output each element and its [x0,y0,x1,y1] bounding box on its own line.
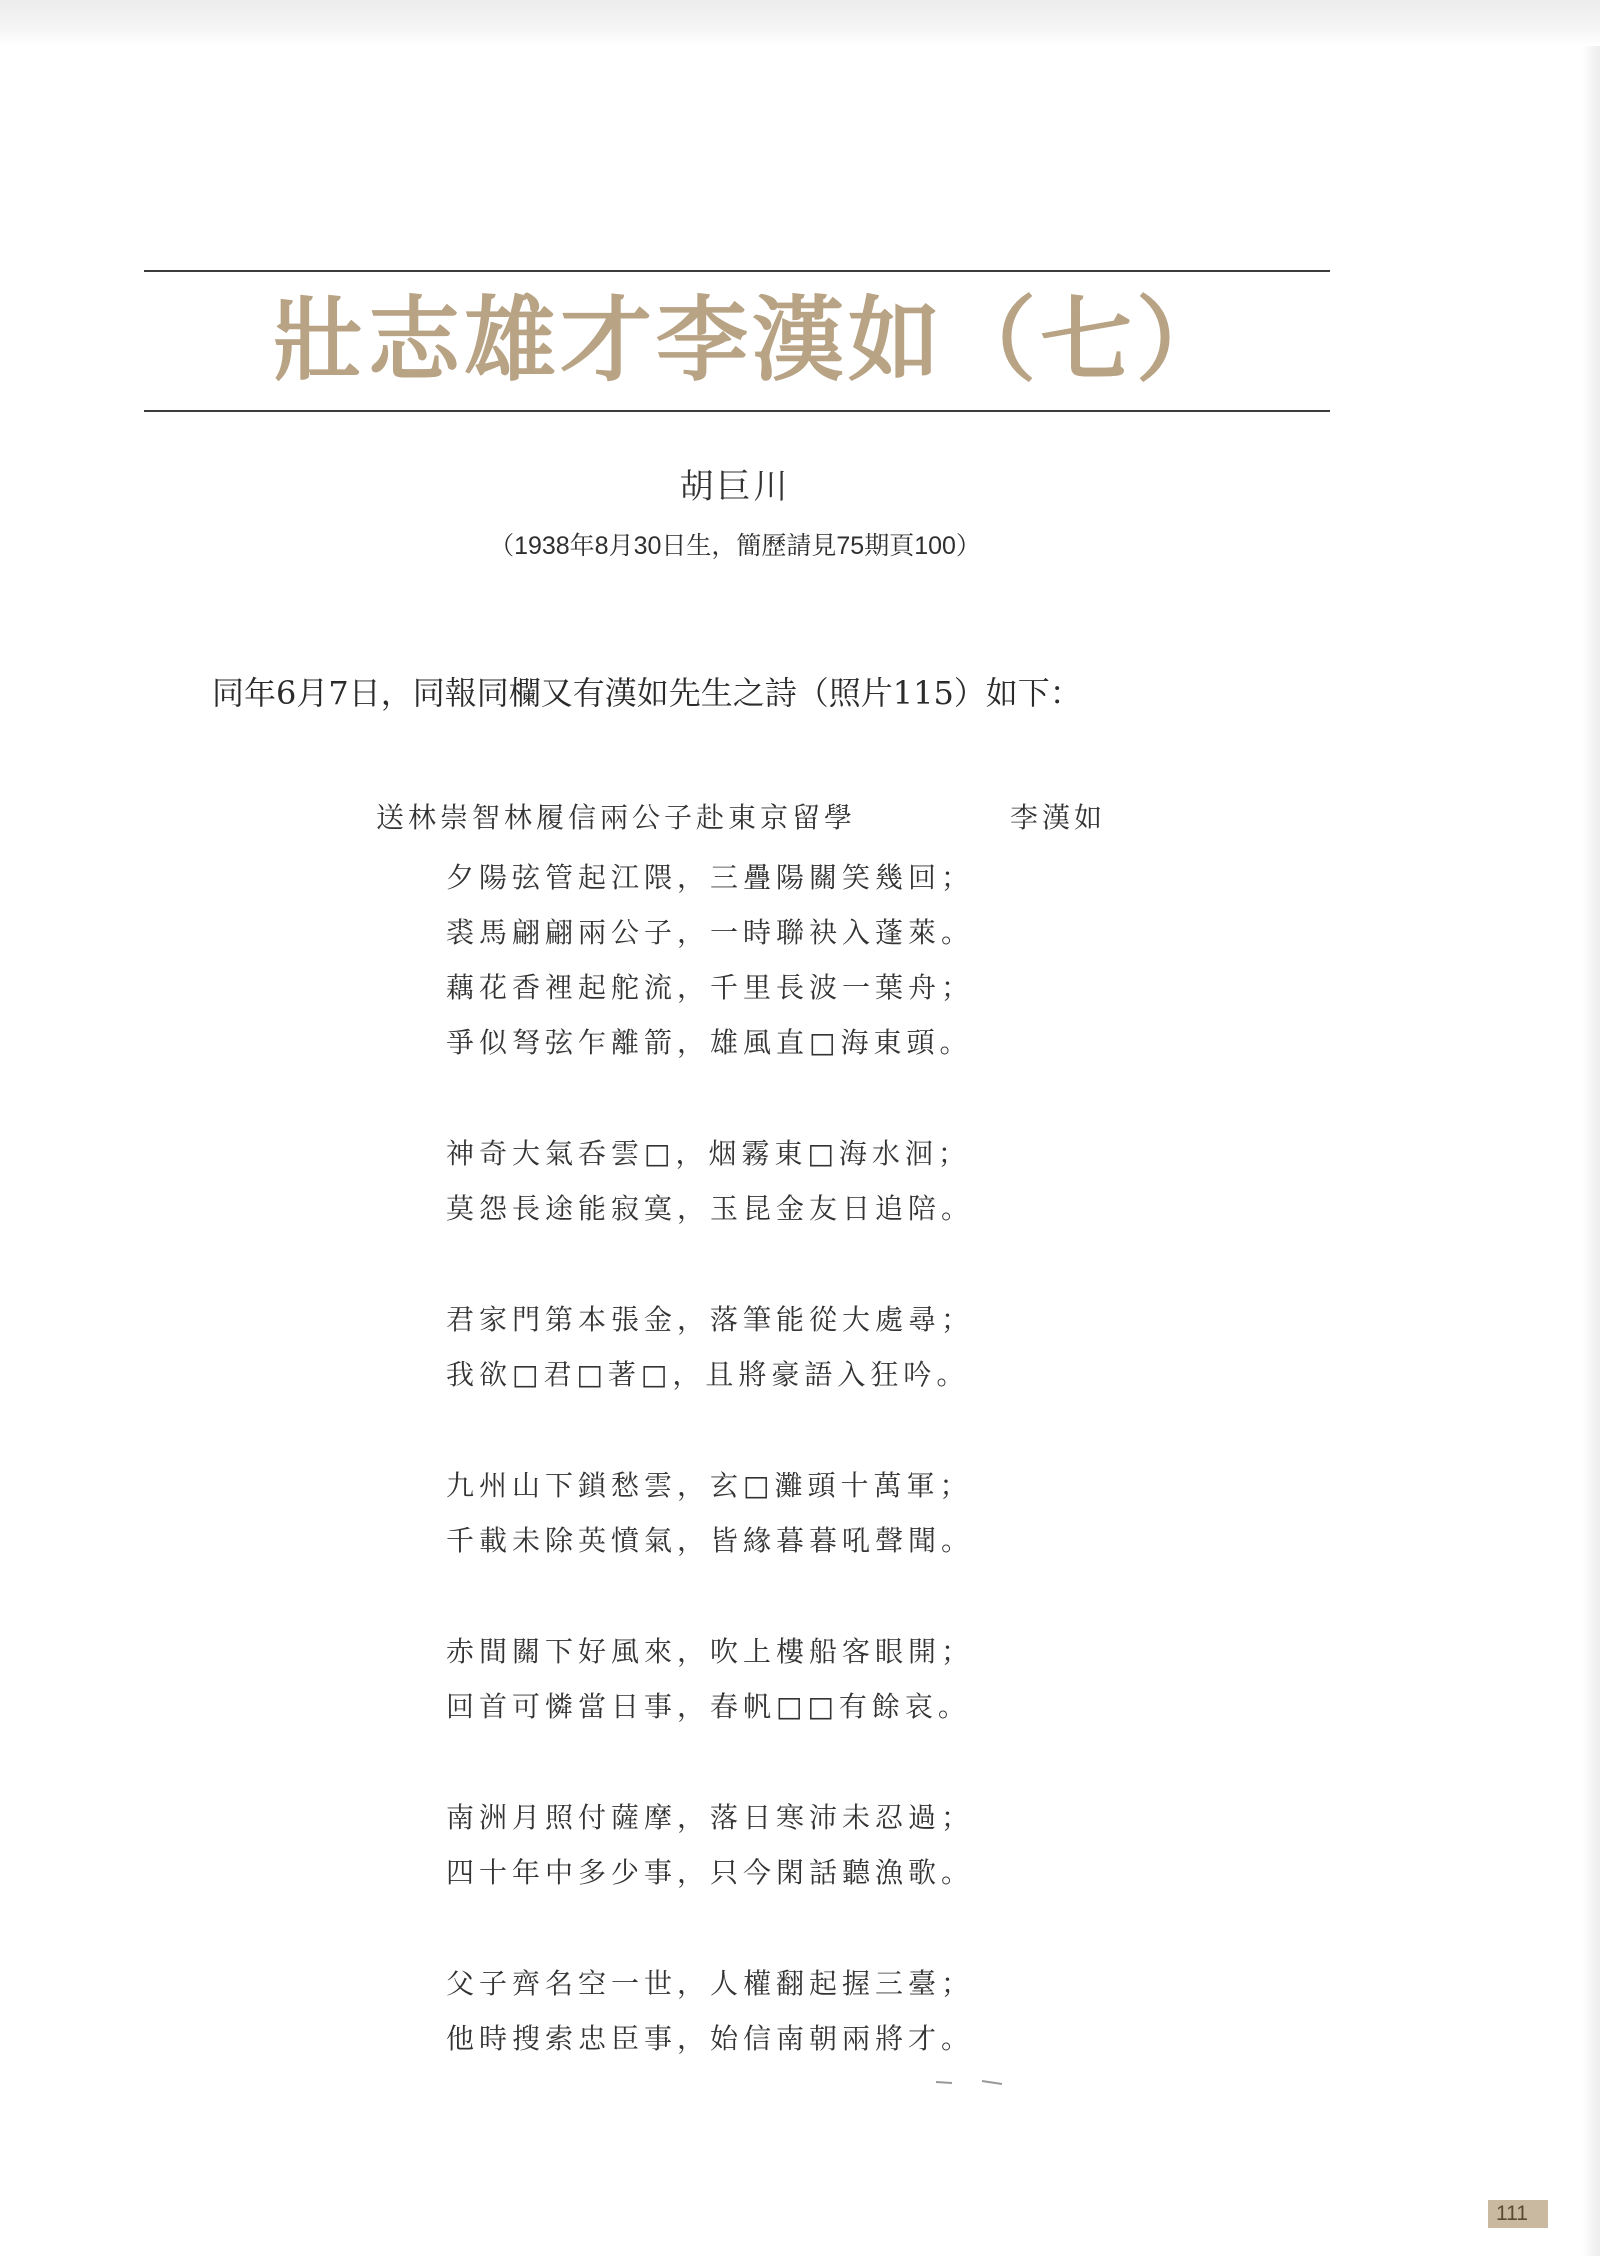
intro-paragraph: 同年6月7日，同報同欄又有漢如先生之詩（照片115）如下： [212,674,1082,712]
poem-line: 君家門第本張金，落筆能從大處尋； [446,1303,975,1336]
poem-body [446,850,1146,2066]
poem-line: 夕陽弦管起江隈，三疊陽關笑幾回； [446,861,975,894]
poem-line: 千載未除英憤氣，皆緣暮暮吼聲聞。 [446,1524,975,1557]
poem-line: 回首可憐當日事，春帆□□有餘哀。 [446,1690,971,1723]
poem-line: 我欲□君□著□，且將豪語入狂吟。 [446,1358,970,1391]
poem-line: 他時搜索忠臣事，始信南朝兩將才。 [446,2022,975,2055]
scan-edge-right [1582,46,1600,2256]
article-title: 壯志雄才李漢如（七） [272,286,1233,394]
title-rule-top [144,270,1330,272]
poem-line: 裘馬翩翩兩公子，一時聯袂入蓬萊。 [446,916,975,949]
title-rule-bottom [144,410,1330,412]
author-name: 胡巨川 [679,467,791,507]
stanza-break [446,1402,1146,1458]
poem-line: 四十年中多少事，只今閑話聽漁歌。 [446,1856,975,1889]
poem-title: 送林崇智林履信兩公子赴東京留學 [376,801,857,834]
poem-line: 莫怨長途能寂寞，玉昆金友日追陪。 [446,1192,975,1225]
poem-line: 九州山下鎖愁雲，玄□灘頭十萬軍； [446,1469,973,1502]
author-note: （1938年8月30日生，簡歷請見75期頁100） [489,532,981,560]
ink-mark-decoration [934,2076,1004,2088]
poem-line: 父子齊名空一世，人權翻起握三臺； [446,1967,975,2000]
poem-line: 藕花香裡起舵流，千里長波一葉舟； [446,971,975,1004]
poem-author: 李漢如 [1009,801,1106,834]
stanza-break [446,1734,1146,1790]
poem-header [376,792,1106,844]
stanza-break [446,1070,1146,1126]
stanza-break [446,1900,1146,1956]
stanza-break [446,1568,1146,1624]
poem-line: 爭似弩弦乍離箭，雄風直□海東頭。 [446,1026,973,1059]
scan-edge-top [0,0,1600,46]
poem-line: 赤間關下好風來，吹上樓船客眼開； [446,1635,975,1668]
poem-line: 神奇大氣呑雲□，烟霧東□海水洄； [446,1137,971,1170]
poem-line: 南洲月照付薩摩，落日寒沛未忍過； [446,1801,975,1834]
page-number: 111 [1488,2200,1548,2228]
stanza-break [446,1236,1146,1292]
